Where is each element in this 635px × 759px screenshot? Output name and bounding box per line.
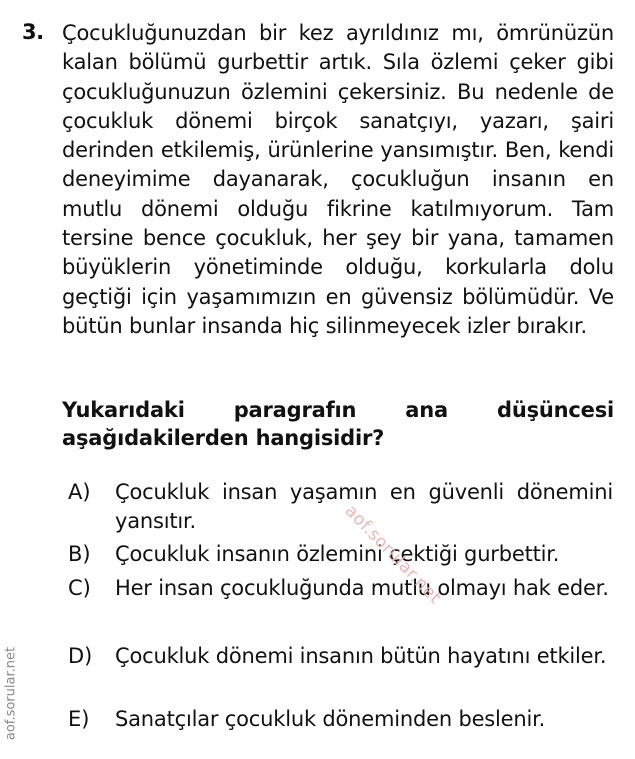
- question-passage: Çocukluğunuzdan bir kez ayrıldınız mı, ömrünüzün kalan bölümü gurbettir artık. Sıla özlemi çeker gibi çocukluğunuzun özlemini çekersiniz. Bu nedenle de çocukluk dönemi birçok sanatçıyı, yazarı, şairi derinden etkilemiş, ürünlerine yansımıştır. Ben, kendi deneyimime dayanarak, çocukluğun insanın en mutlu dönemi olduğu fikrine katılmıyorum. Tam tersine bence çocukluk, her şey bir yana, tamamen büyüklerin yönetiminde olduğu, korkularla dolu geçtiği için yaşamımızın en güvensiz bölümüdür. Ve bütün bunlar insanda hiç silinmeyecek izler bırakır.: [62, 21, 614, 338]
- option-text: Çocukluk insan yaşamın en güvenli dönemini yansıtır.: [115, 480, 613, 533]
- option-letter: D): [68, 644, 93, 668]
- option-letter: E): [68, 707, 90, 731]
- option-letter: B): [68, 542, 91, 566]
- question-number: 3.: [22, 20, 44, 44]
- option-letter: A): [68, 480, 91, 504]
- question-prompt: Yukarıdaki paragrafın ana düşüncesi aşağıdakilerden hangisidir?: [62, 398, 614, 450]
- option-text: Her insan çocukluğunda mutlu olmayı hak eder.: [115, 576, 609, 600]
- option-text: Sanatçılar çocukluk döneminden beslenir.: [115, 707, 546, 731]
- option-letter: C): [68, 576, 91, 600]
- watermark-diagonal: aof.sorular.net: [340, 501, 446, 609]
- option-text: Çocukluk dönemi insanın bütün hayatını etkiler.: [115, 644, 607, 668]
- watermark-side: aof.sorular.net: [3, 646, 19, 741]
- option-text: Çocukluk insanın özlemini çektiği gurbettir.: [115, 542, 560, 566]
